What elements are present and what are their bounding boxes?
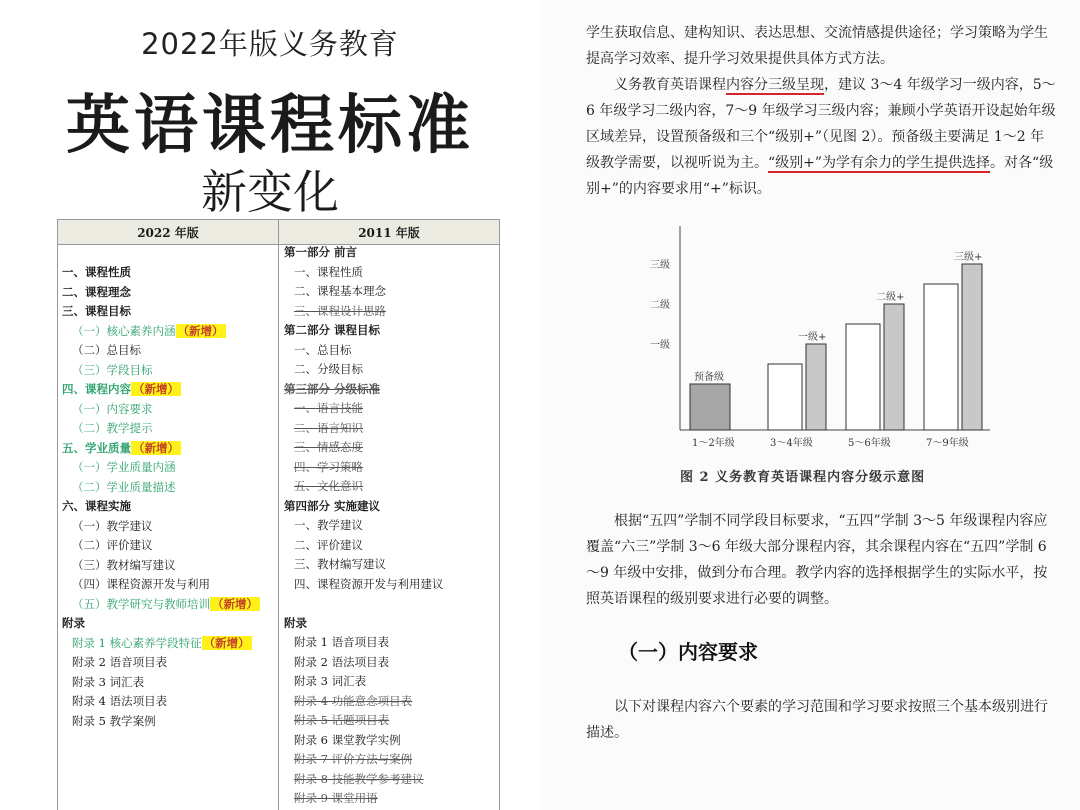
- chart-bar-label: 二级+: [876, 292, 905, 303]
- table-row: [284, 499, 380, 513]
- table-row-text: 第一部分 前言: [284, 245, 358, 259]
- table-row: [294, 772, 424, 786]
- table-row-text: 一、课程性质: [294, 264, 363, 279]
- table-row-text: 三、教材编写建议: [294, 557, 386, 571]
- table-row-text: 第二部分 课程目标: [284, 323, 381, 337]
- right-panel: [540, 0, 1080, 810]
- table-row: [72, 538, 153, 552]
- chart-bar-plus: [884, 304, 904, 430]
- chart-y-tick-label: 三级: [650, 260, 670, 271]
- table-row: [72, 694, 167, 708]
- para2-underline: 内容分三级呈现: [726, 77, 824, 93]
- table-row-text: 二、课程基本理念: [294, 284, 386, 298]
- para2-pre: 义务教育英语课程: [614, 77, 726, 93]
- table-row-text: （一）学业质量内涵: [72, 460, 176, 474]
- paragraph-2: [586, 72, 1056, 202]
- table-row: [72, 343, 141, 357]
- table-row-text: 第四部分 实施建议: [284, 498, 381, 513]
- table-row-text: 一、课程性质: [62, 265, 131, 279]
- table-row: [294, 694, 412, 708]
- table-row: [72, 597, 260, 611]
- table-row-text: 一、总目标: [294, 342, 352, 357]
- table-row-text: 三、情感态度: [294, 440, 363, 454]
- grade-levels-chart: [630, 218, 990, 458]
- table-row-text: 附录 4 语法项目表: [72, 694, 168, 708]
- para2-end: 。对各“级别+”的内容要求用“+”标识。: [586, 155, 1054, 197]
- paragraph-4-text: 以下对课程内容六个要素的学习范围和学习要求按照三个基本级别进行描述。: [586, 699, 1048, 741]
- table-row: [284, 323, 380, 337]
- table-row: [294, 655, 389, 669]
- new-tag-badge: （新增）: [133, 440, 179, 455]
- table-row-text: 六、课程实施: [62, 499, 131, 513]
- table-row: [294, 577, 444, 591]
- chart-bar-label: 预备级: [694, 372, 724, 383]
- table-row-text: （二）学业质量描述: [72, 479, 176, 494]
- table-row-text: 二、评价建议: [294, 537, 363, 552]
- table-row: [62, 304, 131, 318]
- table-row-text: 附录 4 功能意念项目表: [294, 693, 413, 708]
- table-row: [284, 382, 380, 396]
- chart-y-tick-label: 一级: [650, 340, 670, 351]
- para2-post: ，建议 3～4 年级学习一级内容，5～6 年级学习二级内容，7～9 年级学习三级内容；兼顾小学英语开设起始年级区域差异，设置预备级和三个“级别+”（见图 2）。预备级主要满足 1～2 年级教学需要，以视听说为主。: [586, 77, 1056, 171]
- table-row-text: 五、文化意识: [294, 479, 363, 493]
- new-tag-badge: （新增）: [177, 323, 224, 338]
- table-row: [72, 519, 153, 533]
- table-row: [72, 636, 252, 650]
- table-row: [294, 674, 366, 688]
- table-row: [72, 421, 153, 435]
- paragraph-1: [586, 20, 1056, 72]
- new-tag-badge: （新增）: [133, 382, 179, 396]
- table-row: [284, 616, 307, 630]
- paragraph-2-text: [586, 72, 1056, 202]
- table-row-text: 附录 1 语音项目表: [294, 635, 390, 649]
- section-title: （一）内容要求: [618, 640, 758, 664]
- table-row-text: 附录: [62, 616, 85, 630]
- table-row: [294, 538, 363, 552]
- table-row: [294, 460, 363, 474]
- table-row-text: （四）课程资源开发与利用: [72, 577, 210, 591]
- table-row-text: 附录 5 话题项目表: [294, 713, 390, 727]
- title-line-1: 2022年版义务教育: [141, 27, 399, 61]
- table-row-text: （五）教学研究与教师培训: [72, 596, 210, 611]
- column-divider: [278, 219, 279, 810]
- table-row: [294, 343, 352, 357]
- table-row: [294, 791, 378, 805]
- table-row: [72, 675, 144, 689]
- chart-bar-base: [768, 364, 802, 430]
- table-row-text: 一、语言技能: [294, 401, 363, 415]
- table-row: [62, 616, 85, 630]
- table-row: [294, 401, 363, 415]
- table-row-text: （三）教材编写建议: [72, 557, 176, 572]
- chart-x-tick-label: 7～9年级: [926, 438, 969, 449]
- chart-bar-base: [924, 284, 958, 430]
- table-row-text: 附录 6 课堂教学实例: [294, 732, 401, 747]
- table-row-text: 四、课程内容: [62, 382, 131, 396]
- table-row: [72, 460, 176, 474]
- table-row-text: 一、教学建议: [294, 518, 363, 532]
- table-row-text: 附录 9 课堂用语: [294, 791, 378, 805]
- paragraph-3-text: 根据“五四”学制不同学段目标要求，“五四”学制 3～5 年级课程内容应覆盖“六三”学制 3～6 年级大部分课程内容，其余课程内容在“五四”学制 6～9 年级中安排，做到分布合理。教学内容的选择根据学生的实际水平，按照英语课程的级别要求进行必要的调整。: [586, 513, 1048, 607]
- table-row: [72, 480, 176, 494]
- table-row: [62, 441, 181, 455]
- title-line-3: 新变化: [201, 165, 339, 219]
- table-row: [294, 304, 386, 318]
- table-row: [62, 382, 181, 396]
- chart-bar-label: 一级+: [798, 332, 827, 343]
- title-line-2: 英语课程标准: [66, 88, 474, 163]
- table-row-text: （二）评价建议: [72, 538, 153, 552]
- table-row: [72, 402, 153, 416]
- chart-bar-base: [846, 324, 880, 430]
- table-row: [294, 518, 363, 532]
- table-row-text: （一）教学建议: [72, 518, 153, 533]
- chart-bar-base: [690, 384, 730, 430]
- table-row-text: （三）学段目标: [72, 362, 153, 377]
- table-row: [62, 499, 131, 513]
- table-row-text: 三、课程设计思路: [294, 303, 386, 318]
- table-row: [284, 245, 357, 259]
- table-row-text: 附录 3 词汇表: [72, 674, 145, 689]
- table-row: [72, 714, 156, 728]
- table-row: [294, 265, 363, 279]
- table-row-text: 三、课程目标: [62, 304, 131, 318]
- chart-bar-plus: [806, 344, 826, 430]
- para2-underline-2: “级别+”为学有余力的学生提供选择: [768, 155, 991, 171]
- table-row: [72, 558, 176, 572]
- header-2022: 2022 年版: [137, 226, 199, 240]
- table-row: [294, 284, 386, 298]
- table-row-text: （一）核心素养内涵: [72, 323, 176, 338]
- table-row: [294, 421, 363, 435]
- table-row: [72, 324, 226, 338]
- new-tag-badge: （新增）: [212, 596, 258, 611]
- table-row-text: 附录 3 词汇表: [294, 674, 367, 688]
- table-row-text: 附录: [284, 615, 307, 630]
- table-row: [294, 635, 389, 649]
- table-row-text: 附录 8 技能教学参考建议: [294, 771, 424, 786]
- table-row: [294, 362, 363, 376]
- chart-caption: 图 2 义务教育英语课程内容分级示意图: [680, 470, 926, 485]
- chart-bar-plus: [962, 264, 982, 430]
- paragraph-1-text: 学生获取信息、建构知识、表达思想、交流情感提供途径；学习策略为学生提高学习效率、提升学习效果提供具体方式方法。: [586, 25, 1048, 67]
- chart-x-tick-label: 3～4年级: [770, 438, 813, 449]
- table-row-text: 五、学业质量: [62, 440, 131, 455]
- table-row-text: （二）总目标: [72, 343, 141, 357]
- table-row-text: 第三部分 分级标准: [284, 381, 381, 396]
- table-row: [294, 440, 363, 454]
- new-tag-badge: （新增）: [203, 635, 250, 650]
- chart-x-tick-label: 5～6年级: [848, 438, 891, 449]
- table-row: [62, 285, 131, 299]
- table-row-text: 附录 2 语法项目表: [294, 654, 390, 669]
- comparison-table: [57, 219, 500, 810]
- header-2011: 2011 年版: [358, 226, 420, 240]
- table-row-text: 附录 2 语音项目表: [72, 655, 168, 669]
- table-row: [294, 713, 389, 727]
- table-row-text: 附录 1 核心素养学段特征: [72, 635, 202, 650]
- table-row-text: 附录 5 教学案例: [72, 713, 156, 728]
- table-row-text: 二、语言知识: [294, 420, 363, 435]
- table-row: [72, 655, 167, 669]
- table-row-text: （二）教学提示: [72, 421, 153, 435]
- paragraph-4: [586, 694, 1056, 746]
- table-row: [294, 479, 363, 493]
- table-row-text: 二、课程理念: [62, 284, 131, 299]
- table-row-text: 附录 7 评价方法与案例: [294, 752, 413, 766]
- table-row: [294, 733, 401, 747]
- chart-y-tick-label: 二级: [650, 300, 670, 311]
- table-row: [294, 752, 412, 766]
- table-row: [72, 363, 153, 377]
- table-row-text: （一）内容要求: [72, 401, 153, 416]
- table-row-text: 四、课程资源开发与利用建议: [294, 576, 444, 591]
- table-row-text: 二、分级目标: [294, 362, 363, 376]
- table-row-text: 四、学习策略: [294, 459, 363, 474]
- table-row: [62, 265, 131, 279]
- table-row: [294, 557, 386, 571]
- chart-bar-label: 三级+: [954, 252, 983, 263]
- table-row: [72, 577, 210, 591]
- paragraph-3: [586, 508, 1056, 612]
- chart-x-tick-label: 1～2年级: [692, 438, 735, 449]
